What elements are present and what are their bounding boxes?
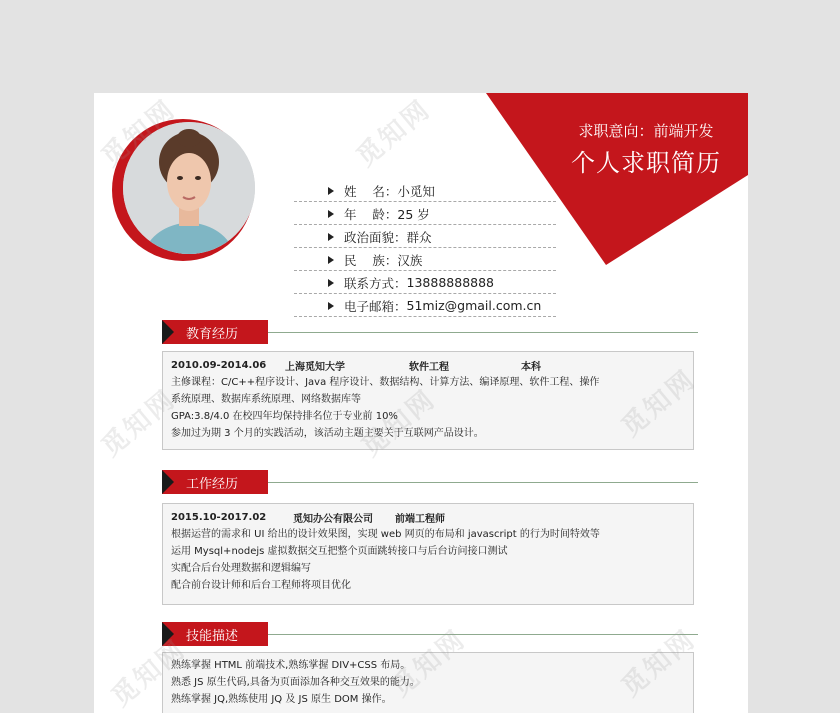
education-line: GPA:3.8/4.0 在校四年均保持排名位于专业前 10% xyxy=(171,411,398,422)
info-label: 电子邮箱 xyxy=(344,298,395,314)
work-line: 实配合后台处理数据和逻辑编写 xyxy=(171,563,311,574)
job-intent: 求职意向：前端开发 xyxy=(578,122,714,140)
divider xyxy=(268,634,698,635)
info-value: 25 岁 xyxy=(397,206,430,222)
skills-line: 熟悉 JS 原生代码,具备为页面添加各种交互效果的能力。 xyxy=(171,677,420,688)
avatar-photo xyxy=(123,122,255,254)
resume-page xyxy=(94,93,748,713)
info-row-phone: 联系方式 ： 13888888888 xyxy=(294,272,556,294)
section-arrow-icon xyxy=(162,622,174,646)
work-company: 觅知办公有限公司 xyxy=(293,513,373,525)
section-title: 技能描述 xyxy=(186,629,239,644)
bullet-arrow-icon xyxy=(328,187,334,195)
skills-line: 熟练掌握 HTML 前端技术,熟练掌握 DIV+CSS 布局。 xyxy=(171,660,411,671)
bullet-arrow-icon xyxy=(328,256,334,264)
info-label: 政治面貌 xyxy=(344,229,395,245)
info-label: 年 龄 xyxy=(344,206,385,222)
section-header-work xyxy=(162,470,698,494)
work-position: 前端工程师 xyxy=(395,513,445,525)
skills-line: 熟练掌握 JQ,熟练使用 JQ 及 JS 原生 DOM 操作。 xyxy=(171,694,392,705)
divider xyxy=(268,482,698,483)
resume-title: 个人求职简历 xyxy=(571,149,721,177)
bullet-arrow-icon xyxy=(328,279,334,287)
work-period: 2015.10-2017.02 xyxy=(171,511,267,523)
info-value: 51miz@gmail.com.cn xyxy=(406,298,542,313)
info-value: 13888888888 xyxy=(406,275,495,290)
info-label: 姓 名 xyxy=(344,183,385,199)
work-line: 根据运营的需求和 UI 给出的设计效果图，实现 web 网页的布局和 javascript 的行为时间特效等 xyxy=(171,529,600,540)
education-school: 上海觅知大学 xyxy=(285,361,345,373)
bullet-arrow-icon xyxy=(328,302,334,310)
section-title: 工作经历 xyxy=(186,477,239,492)
education-major: 软件工程 xyxy=(409,361,449,373)
section-title: 教育经历 xyxy=(186,327,239,342)
section-arrow-icon xyxy=(162,320,174,344)
bullet-arrow-icon xyxy=(328,233,334,241)
info-label: 民 族 xyxy=(344,252,385,268)
info-row-age: 年 龄 ： 25 岁 xyxy=(294,203,556,225)
education-box xyxy=(162,351,694,450)
info-row-name: 姓 名 ： 小觅知 xyxy=(294,180,556,202)
work-box xyxy=(162,503,694,605)
bullet-arrow-icon xyxy=(328,210,334,218)
skills-box xyxy=(162,652,694,713)
education-line: 系统原理、数据库系统原理、网络数据库等 xyxy=(171,394,361,405)
info-row-ethnicity: 民 族 ： 汉族 xyxy=(294,249,556,271)
info-row-email: 电子邮箱 ： 51miz@gmail.com.cn xyxy=(294,295,556,317)
divider xyxy=(268,332,698,333)
info-label: 联系方式 xyxy=(344,275,395,291)
watermark: 觅知网 xyxy=(96,383,183,463)
education-line: 参加过为期 3 个月的实践活动，该活动主题主要关于互联网产品设计。 xyxy=(171,428,484,439)
watermark: 觅知网 xyxy=(351,93,438,173)
education-period: 2010.09-2014.06 xyxy=(171,359,267,371)
section-arrow-icon xyxy=(162,470,174,494)
work-line: 运用 Mysql+nodejs 虚拟数据交互把整个页面跳转接口与后台访问接口测试 xyxy=(171,546,508,557)
info-row-politics: 政治面貌 ： 群众 xyxy=(294,226,556,248)
section-header-education xyxy=(162,320,698,344)
personal-info xyxy=(294,180,556,318)
education-header xyxy=(171,356,693,374)
education-line: 主修课程：C/C++程序设计、Java 程序设计、数据结构、计算方法、编译原理、软件工程、操作 xyxy=(171,377,600,388)
info-value: 小觅知 xyxy=(397,183,435,199)
education-degree: 本科 xyxy=(521,361,541,373)
section-header-skills xyxy=(162,622,698,646)
info-value: 汉族 xyxy=(397,252,423,268)
work-line: 配合前台设计师和后台工程师将项目优化 xyxy=(171,580,351,591)
work-header xyxy=(171,508,693,526)
watermark: 觅知网 xyxy=(106,633,193,713)
info-value: 群众 xyxy=(406,229,432,245)
